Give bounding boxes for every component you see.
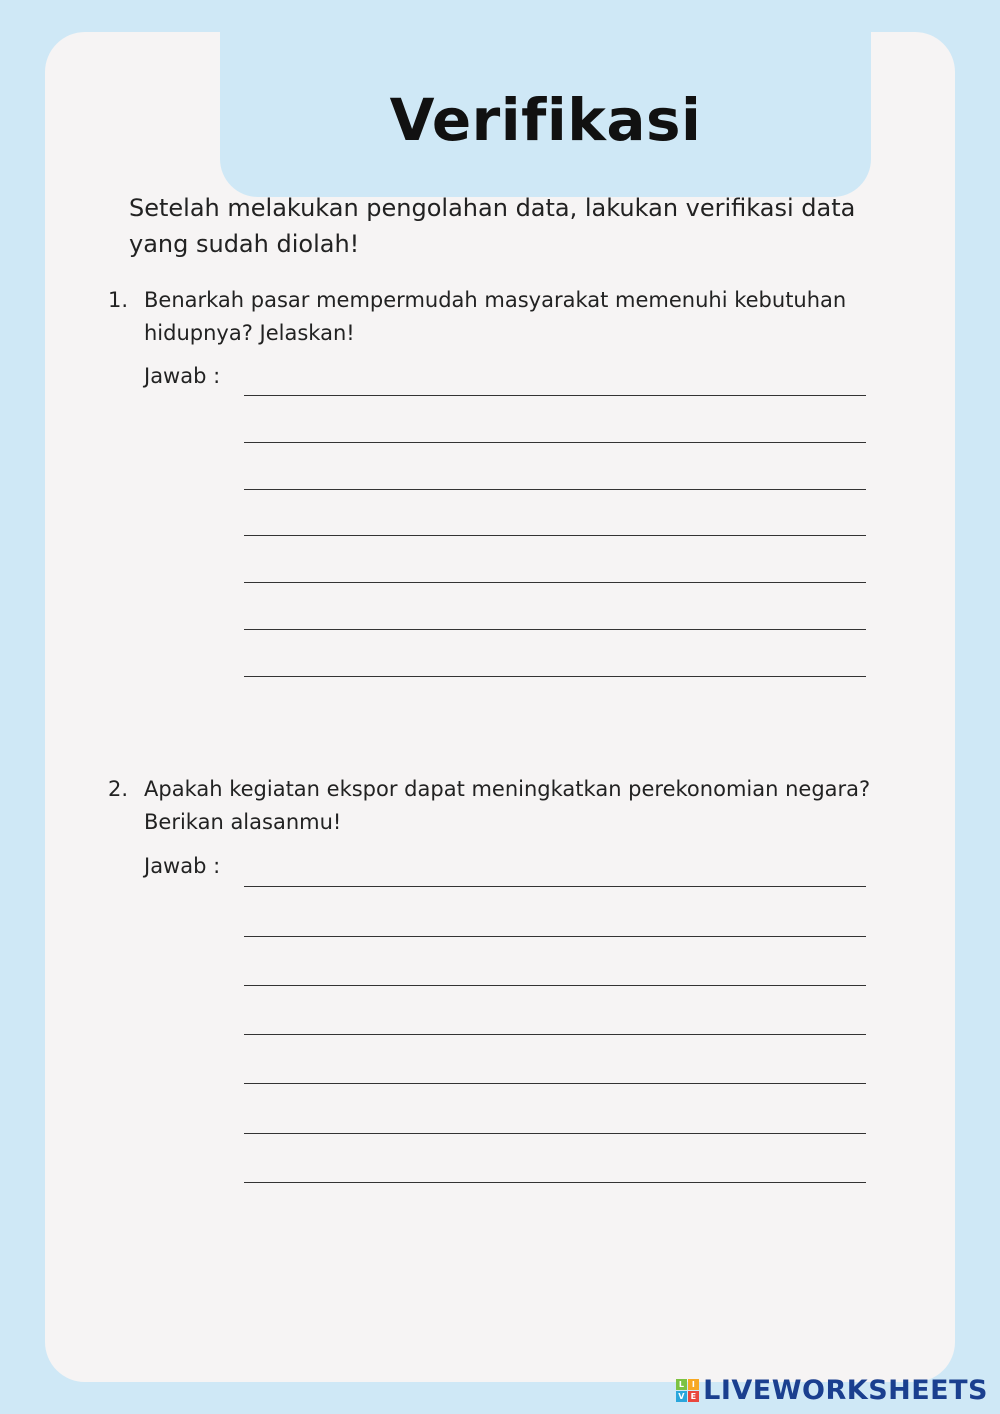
liveworksheets-logo xyxy=(676,1375,988,1406)
page-title: Verifikasi xyxy=(389,86,702,154)
answer-line[interactable] xyxy=(244,985,866,986)
logo-letter: I xyxy=(688,1379,699,1390)
logo-letter: L xyxy=(676,1379,687,1390)
question-2 xyxy=(108,773,908,839)
answer-label-2: Jawab : xyxy=(144,854,221,878)
answer-line[interactable] xyxy=(244,1133,866,1134)
answer-line[interactable] xyxy=(244,442,866,443)
answer-line[interactable] xyxy=(244,1182,866,1183)
answer-line[interactable] xyxy=(244,395,866,396)
answer-line[interactable] xyxy=(244,535,866,536)
answer-line[interactable] xyxy=(244,676,866,677)
logo-letter: E xyxy=(688,1391,699,1402)
answer-line[interactable] xyxy=(244,489,866,490)
question-text: Apakah kegiatan ekspor dapat meningkatkan perekonomian negara? Berikan alasanmu! xyxy=(144,777,871,834)
instructions: Setelah melakukan pengolahan data, lakukan verifikasi data yang sudah diolah! xyxy=(129,194,856,258)
answer-line[interactable] xyxy=(244,629,866,630)
question-number: 2. xyxy=(108,777,129,801)
question-1 xyxy=(108,284,908,350)
question-number: 1. xyxy=(108,288,129,312)
answer-line[interactable] xyxy=(244,1034,866,1035)
answer-line[interactable] xyxy=(244,936,866,937)
answer-line[interactable] xyxy=(244,582,866,583)
answer-label-1: Jawab : xyxy=(144,364,221,388)
answer-line[interactable] xyxy=(244,1083,866,1084)
brand-name: LIVEWORKSHEETS xyxy=(703,1375,988,1406)
answer-line[interactable] xyxy=(244,886,866,887)
logo-letter: V xyxy=(676,1391,687,1402)
question-text: Benarkah pasar mempermudah masyarakat memenuhi kebutuhan hidupnya? Jelaskan! xyxy=(144,288,847,345)
logo-icon xyxy=(676,1379,699,1402)
